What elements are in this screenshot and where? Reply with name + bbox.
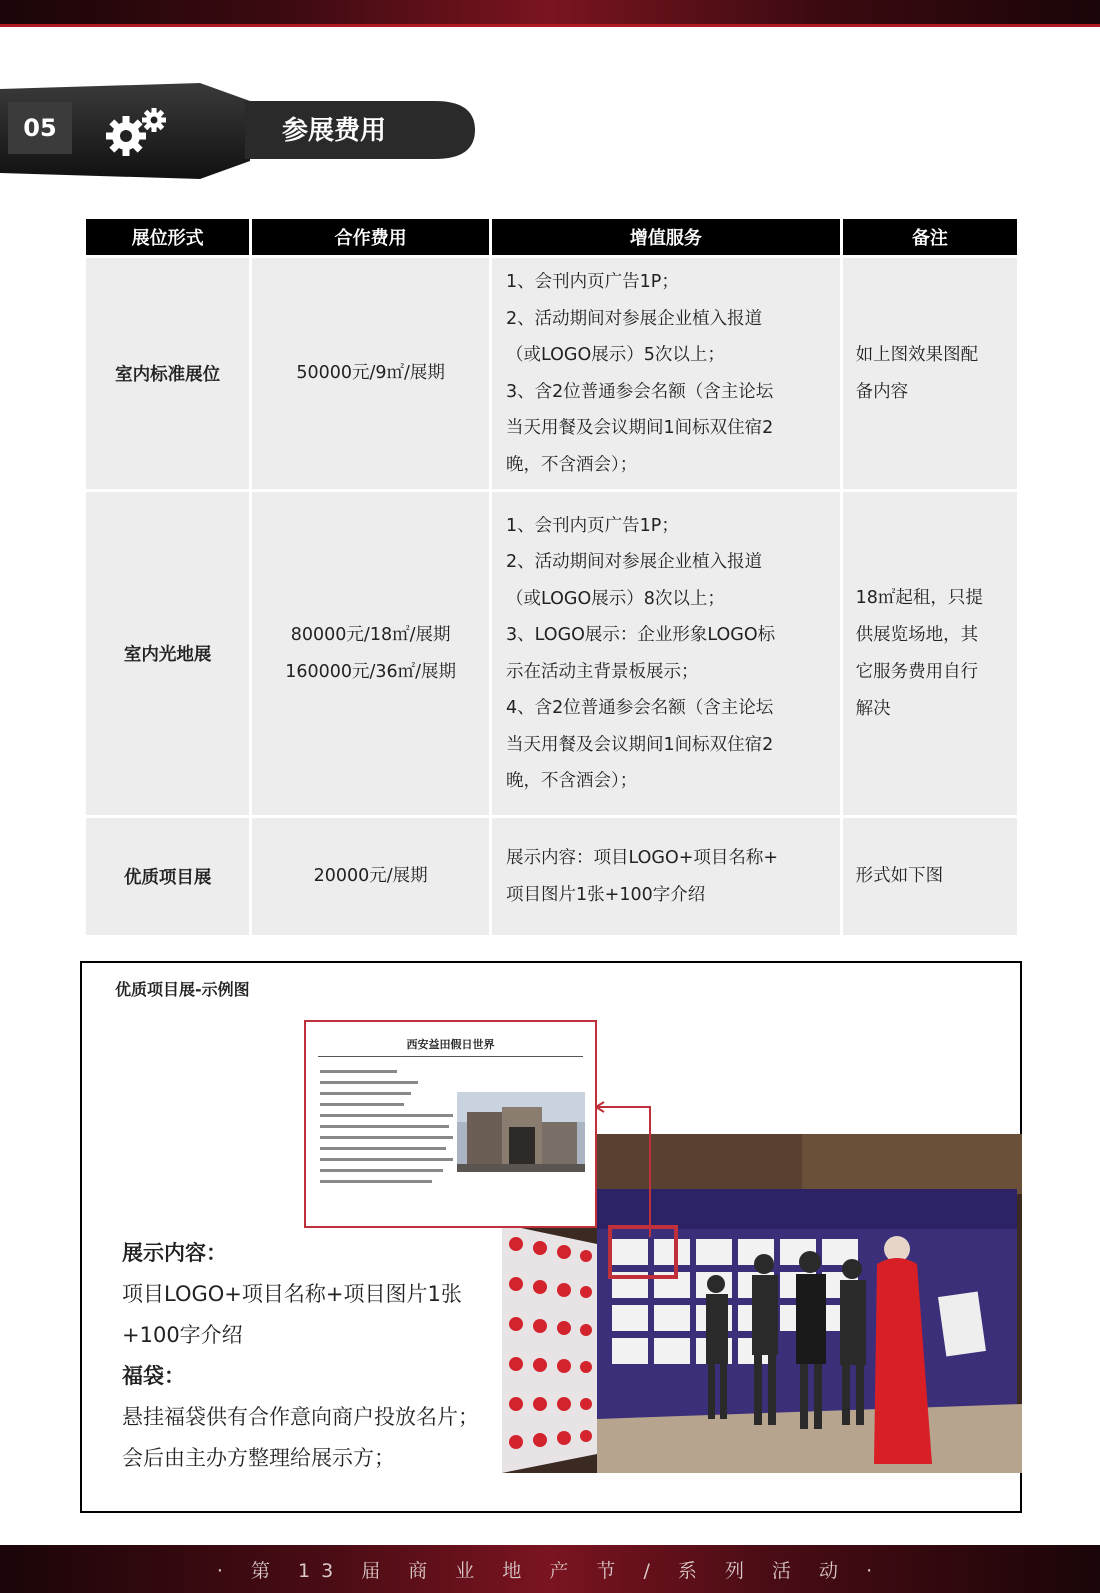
gears-icon bbox=[104, 106, 174, 158]
booth-fee: 50000元/9㎡/展期 bbox=[252, 255, 489, 489]
pricing-table bbox=[83, 219, 1020, 935]
table-row bbox=[86, 815, 1017, 935]
bag-line: 会后由主办方整理给展示方； bbox=[122, 1446, 395, 1470]
footer-banner bbox=[0, 1545, 1100, 1593]
footer-text: · 第 13 届 商 业 地 产 节 / 系 列 活 动 · bbox=[216, 1559, 884, 1582]
bag-line: 悬挂福袋供有合作意向商户投放名片； bbox=[122, 1405, 479, 1429]
card-text-lines bbox=[320, 1070, 460, 1191]
booth-type: 优质项目展 bbox=[86, 815, 249, 935]
display-line: +100字介绍 bbox=[122, 1323, 243, 1347]
booth-services: 1、会刊内页广告1P； 2、活动期间对参展企业植入报道 （或LOGO展示）8次以上； 3、LOGO展示：企业形象LOGO标 示在活动主背景板展示； 4、含2位普通参会名额（含主论坛 当天用餐及会议期间1间标双住宿2 晚，不含酒会）； bbox=[492, 489, 840, 815]
col-header-type: 展位形式 bbox=[86, 219, 249, 255]
sample-description bbox=[122, 1233, 479, 1479]
booth-services: 展示内容：项目LOGO+项目名称+ 项目图片1张+100字介绍 bbox=[492, 815, 840, 935]
booth-notes: 如上图效果图配 备内容 bbox=[843, 255, 1017, 489]
booth-notes: 形式如下图 bbox=[843, 815, 1017, 935]
project-card-title: 西安益田假日世界 bbox=[406, 1038, 495, 1051]
booth-type: 室内光地展 bbox=[86, 489, 249, 815]
bag-heading: 福袋： bbox=[122, 1364, 185, 1388]
table-row bbox=[86, 489, 1017, 815]
top-banner bbox=[0, 0, 1100, 27]
col-header-services: 增值服务 bbox=[492, 219, 840, 255]
col-header-notes: 备注 bbox=[843, 219, 1017, 255]
sample-title: 优质项目展-示例图 bbox=[115, 980, 250, 999]
table-header-row bbox=[86, 219, 1017, 255]
booth-notes: 18㎡起租，只提 供展览场地，其 它服务费用自行 解决 bbox=[843, 489, 1017, 815]
booth-fee: 80000元/18㎡/展期 160000元/36㎡/展期 bbox=[252, 489, 489, 815]
project-info-card bbox=[304, 1020, 597, 1228]
section-number: 05 bbox=[8, 102, 72, 154]
col-header-fee: 合作费用 bbox=[252, 219, 489, 255]
callout-connector bbox=[592, 1101, 672, 1241]
table-row bbox=[86, 255, 1017, 489]
booth-services: 1、会刊内页广告1P； 2、活动期间对参展企业植入报道 （或LOGO展示）5次以上； 3、含2位普通参会名额（含主论坛 当天用餐及会议期间1间标双住宿2 晚，不含酒会）； bbox=[492, 255, 840, 489]
booth-type: 室内标准展位 bbox=[86, 255, 249, 489]
building-photo bbox=[457, 1092, 585, 1172]
display-line: 项目LOGO+项目名称+项目图片1张 bbox=[122, 1282, 462, 1306]
section-title: 参展费用 bbox=[282, 116, 387, 146]
sample-showcase bbox=[80, 961, 1022, 1513]
card-divider bbox=[318, 1056, 583, 1057]
display-heading: 展示内容： bbox=[122, 1241, 227, 1265]
booth-fee: 20000元/展期 bbox=[252, 815, 489, 935]
